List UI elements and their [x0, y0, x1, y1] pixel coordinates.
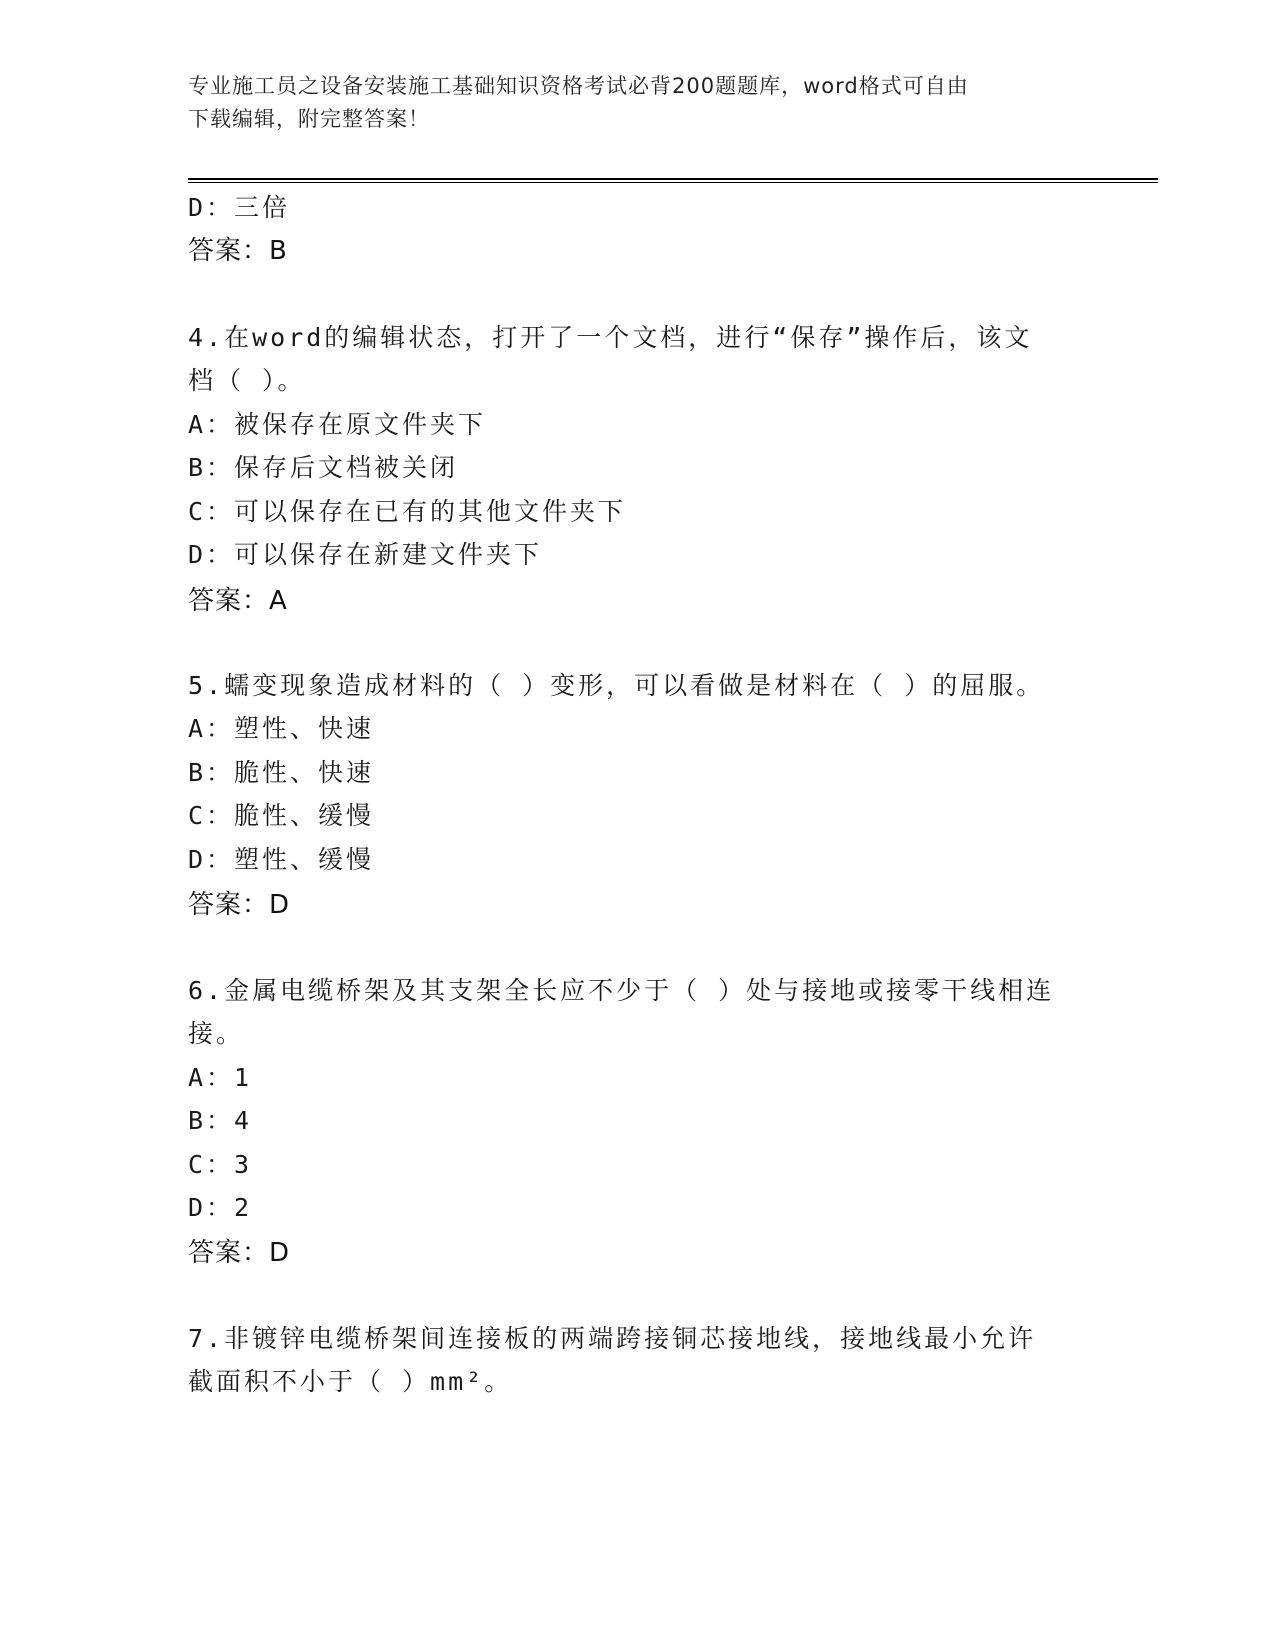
q6-stem-line-2: 接。: [188, 1019, 245, 1048]
q5-option-b: B：脆性、快速: [188, 758, 375, 787]
q4-answer: 答案：A: [188, 586, 288, 616]
document-header: [188, 70, 1088, 136]
header-line-1: 专业施工员之设备安装施工基础知识资格考试必背200题题库，word格式可自由: [188, 74, 969, 98]
header-divider-thick: [188, 178, 1158, 180]
q6-option-c: C：3: [188, 1150, 253, 1179]
q3-option-d: D：三倍: [188, 193, 291, 222]
q5-stem-line-1: 5.蠕变现象造成材料的（ ）变形，可以看做是材料在（ ）的屈服。: [188, 671, 1045, 700]
q4-stem-line-1: 4.在word的编辑状态，打开了一个文档，进行“保存”操作后，该文: [188, 323, 1033, 352]
q7-stem-line-1: 7.非镀锌电缆桥架间连接板的两端跨接铜芯接地线，接地线最小允许: [188, 1324, 1037, 1353]
q4-option-a: A：被保存在原文件夹下: [188, 410, 487, 439]
q6-stem-line-1: 6.金属电缆桥架及其支架全长应不少于（ ）处与接地或接零干线相连: [188, 976, 1055, 1005]
q4-option-c: C：可以保存在已有的其他文件夹下: [188, 497, 627, 526]
q3-answer: 答案：B: [188, 236, 288, 266]
q5-option-a: A：塑性、快速: [188, 714, 375, 743]
q4-option-b: B：保存后文档被关闭: [188, 453, 459, 482]
q6-option-a: A：1: [188, 1063, 253, 1092]
q4-option-d: D：可以保存在新建文件夹下: [188, 540, 543, 569]
q6-option-b: B：4: [188, 1106, 253, 1135]
q6-option-d: D：2: [188, 1193, 253, 1222]
q7-stem-line-2: 截面积不小于（ ）mm²。: [188, 1367, 513, 1396]
q5-option-c: C：脆性、缓慢: [188, 801, 375, 830]
q5-option-d: D：塑性、缓慢: [188, 845, 375, 874]
header-line-2: 下载编辑，附完整答案！: [188, 107, 430, 131]
header-divider-thin: [188, 182, 1158, 183]
q4-stem-line-2: 档（ ）。: [188, 366, 306, 395]
q5-answer: 答案：D: [188, 890, 291, 920]
q6-answer: 答案：D: [188, 1238, 291, 1268]
